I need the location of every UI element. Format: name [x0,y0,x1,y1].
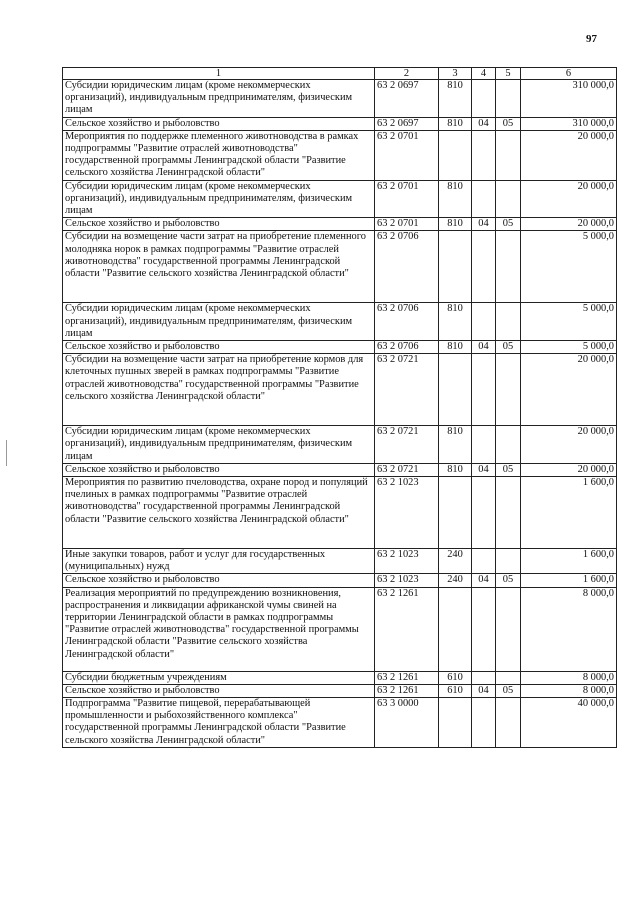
row-amount-cell: 8 000,0 [521,587,617,671]
row-subsection-cell: 05 [496,341,521,354]
row-subsection-cell [496,354,521,426]
table-row [63,180,617,218]
header-cell: 3 [439,68,472,80]
table-row [63,574,617,587]
row-vr-cell [439,477,472,549]
row-code-cell: 63 2 0706 [375,231,439,303]
row-section-cell [472,354,496,426]
row-code-cell: 63 2 0701 [375,180,439,218]
row-vr-cell: 240 [439,549,472,574]
row-name-cell: Реализация мероприятий по предупреждению возникновения, распространения и ликвидации африканской чумы свиней на территории Ленинградской области в рамках подпрограммы "Развитие отраслей животноводства" государственной программы Ленинградской области "Развитие сельского хозяйства Ленинградской области" [63,587,375,671]
row-name-cell: Подпрограмма "Развитие пищевой, перерабатывающей промышленности и рыбохозяйственного комплекса" государственной программы Ленинградской области "Развитие сельского хозяйства Ленинградской области" [63,698,375,748]
table-row [63,341,617,354]
row-subsection-cell [496,130,521,180]
row-vr-cell: 810 [439,80,472,118]
row-name-cell: Субсидии юридическим лицам (кроме некоммерческих организаций), индивидуальным предпринимателям, физическим лицам [63,80,375,118]
row-section-cell [472,80,496,118]
row-section-cell [472,303,496,341]
row-name-cell: Сельское хозяйство и рыболовство [63,574,375,587]
row-section-cell [472,671,496,684]
row-section-cell: 04 [472,574,496,587]
row-amount-cell: 20 000,0 [521,130,617,180]
header-cell: 6 [521,68,617,80]
table-row [63,587,617,671]
row-section-cell: 04 [472,684,496,697]
row-subsection-cell: 05 [496,574,521,587]
row-code-cell: 63 2 0721 [375,354,439,426]
row-name-cell: Сельское хозяйство и рыболовство [63,463,375,476]
row-amount-cell: 20 000,0 [521,354,617,426]
row-code-cell: 63 2 1023 [375,477,439,549]
row-vr-cell: 610 [439,671,472,684]
row-subsection-cell [496,80,521,118]
row-name-cell: Субсидии на возмещение части затрат на приобретение кормов для клеточных пушных зверей в рамках подпрограммы "Развитие отраслей животноводства" государственной программы "Развитие сельского хозяйства Ленинградской области" [63,354,375,426]
table-row [63,117,617,130]
row-name-cell: Сельское хозяйство и рыболовство [63,218,375,231]
table-row [63,218,617,231]
row-code-cell: 63 2 0701 [375,218,439,231]
page-number: 97 [586,33,597,45]
row-subsection-cell: 05 [496,684,521,697]
row-amount-cell: 8 000,0 [521,684,617,697]
table-row [63,354,617,426]
table-row [63,549,617,574]
row-subsection-cell [496,231,521,303]
row-amount-cell: 20 000,0 [521,463,617,476]
scan-edge-mark [6,440,7,466]
row-amount-cell: 20 000,0 [521,180,617,218]
row-vr-cell: 810 [439,218,472,231]
row-code-cell: 63 2 1023 [375,574,439,587]
header-cell: 2 [375,68,439,80]
row-subsection-cell [496,426,521,464]
row-section-cell: 04 [472,117,496,130]
header-cell: 5 [496,68,521,80]
row-amount-cell: 310 000,0 [521,117,617,130]
row-section-cell: 04 [472,341,496,354]
row-vr-cell: 240 [439,574,472,587]
row-subsection-cell [496,671,521,684]
row-section-cell [472,698,496,748]
row-section-cell: 04 [472,463,496,476]
table-row [63,698,617,748]
row-amount-cell: 40 000,0 [521,698,617,748]
header-cell: 4 [472,68,496,80]
table-row [63,684,617,697]
table-row [63,477,617,549]
header-row [63,68,617,80]
row-vr-cell [439,354,472,426]
row-code-cell: 63 2 0706 [375,341,439,354]
row-code-cell: 63 2 0706 [375,303,439,341]
row-vr-cell: 810 [439,341,472,354]
row-amount-cell: 1 600,0 [521,549,617,574]
row-vr-cell [439,698,472,748]
row-amount-cell: 8 000,0 [521,671,617,684]
row-code-cell: 63 2 1261 [375,684,439,697]
row-code-cell: 63 2 0721 [375,426,439,464]
row-vr-cell: 610 [439,684,472,697]
row-vr-cell: 810 [439,117,472,130]
row-name-cell: Мероприятия по развитию пчеловодства, охране пород и популяций пчелиных в рамках подпрограммы "Развитие отраслей животноводства" государственной программы Ленинградской области "Развитие сельского хозяйства Ленинградской области" [63,477,375,549]
table-row [63,671,617,684]
row-amount-cell: 5 000,0 [521,231,617,303]
row-vr-cell [439,130,472,180]
row-section-cell [472,549,496,574]
row-section-cell [472,426,496,464]
table-row [63,80,617,118]
row-subsection-cell [496,180,521,218]
row-vr-cell: 810 [439,180,472,218]
header-cell: 1 [63,68,375,80]
row-code-cell: 63 2 1261 [375,671,439,684]
row-amount-cell: 5 000,0 [521,341,617,354]
row-vr-cell [439,587,472,671]
row-code-cell: 63 2 0721 [375,463,439,476]
row-subsection-cell [496,549,521,574]
row-code-cell: 63 2 0697 [375,80,439,118]
row-amount-cell: 20 000,0 [521,218,617,231]
row-amount-cell: 1 600,0 [521,477,617,549]
table-row [63,130,617,180]
table-row [63,463,617,476]
row-code-cell: 63 2 1261 [375,587,439,671]
row-name-cell: Мероприятия по поддержке племенного животноводства в рамках подпрограммы "Развитие отраслей животноводства" государственной программы Ленинградской области "Развитие сельского хозяйства Ленинградской области" [63,130,375,180]
row-name-cell: Сельское хозяйство и рыболовство [63,684,375,697]
row-vr-cell: 810 [439,463,472,476]
row-name-cell: Субсидии юридическим лицам (кроме некоммерческих организаций), индивидуальным предпринимателям, физическим лицам [63,303,375,341]
budget-table [62,67,617,748]
row-subsection-cell [496,698,521,748]
row-name-cell: Субсидии юридическим лицам (кроме некоммерческих организаций), индивидуальным предпринимателям, физическим лицам [63,426,375,464]
row-amount-cell: 20 000,0 [521,426,617,464]
row-subsection-cell [496,477,521,549]
row-subsection-cell: 05 [496,218,521,231]
row-name-cell: Сельское хозяйство и рыболовство [63,341,375,354]
row-amount-cell: 310 000,0 [521,80,617,118]
row-code-cell: 63 2 0697 [375,117,439,130]
row-name-cell: Сельское хозяйство и рыболовство [63,117,375,130]
row-amount-cell: 5 000,0 [521,303,617,341]
row-subsection-cell: 05 [496,463,521,476]
table-row [63,231,617,303]
row-name-cell: Субсидии юридическим лицам (кроме некоммерческих организаций), индивидуальным предпринимателям, физическим лицам [63,180,375,218]
row-section-cell [472,231,496,303]
row-vr-cell: 810 [439,303,472,341]
row-vr-cell: 810 [439,426,472,464]
row-section-cell: 04 [472,218,496,231]
table-row [63,303,617,341]
row-vr-cell [439,231,472,303]
row-amount-cell: 1 600,0 [521,574,617,587]
row-subsection-cell: 05 [496,117,521,130]
row-section-cell [472,180,496,218]
row-section-cell [472,477,496,549]
table-row [63,426,617,464]
row-name-cell: Субсидии бюджетным учреждениям [63,671,375,684]
row-code-cell: 63 2 0701 [375,130,439,180]
row-code-cell: 63 3 0000 [375,698,439,748]
row-section-cell [472,130,496,180]
row-name-cell: Субсидии на возмещение части затрат на приобретение племенного молодняка норок в рамках подпрограммы "Развитие отраслей животноводства" государственной программы Ленинградской области "Развитие сельского хозяйства Ленинградской области" [63,231,375,303]
row-code-cell: 63 2 1023 [375,549,439,574]
row-name-cell: Иные закупки товаров, работ и услуг для государственных (муниципальных) нужд [63,549,375,574]
row-subsection-cell [496,587,521,671]
row-section-cell [472,587,496,671]
row-subsection-cell [496,303,521,341]
